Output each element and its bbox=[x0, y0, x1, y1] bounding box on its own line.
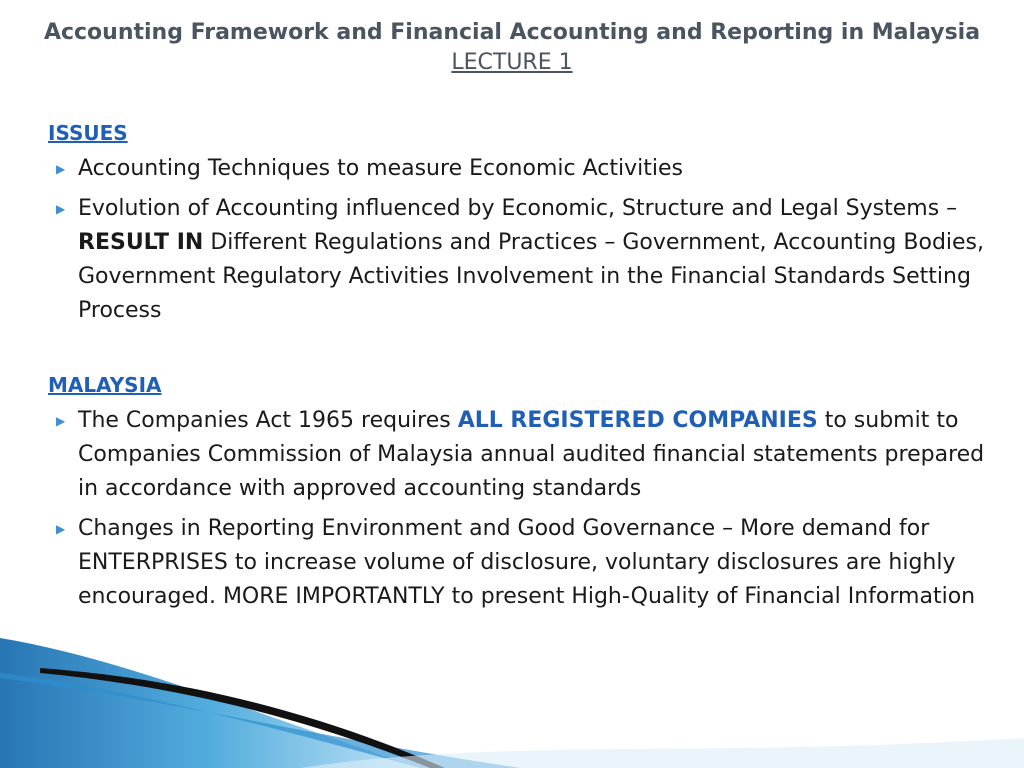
slide-title bbox=[0, 18, 1024, 78]
corner-wave-decoration bbox=[0, 618, 1024, 768]
bullet-text: to submit to Companies Commission of Malaysia annual audited financial statements prepared in accordance with approved accounting standards bbox=[78, 408, 985, 501]
bullet-text: Accounting Techniques to measure Economic Activities bbox=[78, 156, 683, 181]
slide-subtitle: LECTURE 1 bbox=[451, 50, 573, 75]
triangle-right-icon: ▶ bbox=[56, 162, 66, 176]
bullet-text: Different Regulations and Practices – Government, Accounting Bodies, Government Regulatory Activities Involvement in the Financial Standards Setting Process bbox=[78, 230, 985, 323]
issues-heading: ISSUES bbox=[48, 121, 128, 145]
slide-title-main: Accounting Framework and Financial Accounting and Reporting in Malaysia bbox=[43, 20, 981, 45]
list-item bbox=[48, 152, 988, 186]
bullet-text: Changes in Reporting Environment and Good Governance – More demand for ENTERPRISES to increase volume of disclosure, voluntary disclosures are highly encouraged. MORE IMPORTANTLY to present High-Quality of Financial Information bbox=[78, 516, 976, 609]
triangle-right-icon: ▶ bbox=[56, 202, 66, 216]
list-item bbox=[48, 404, 988, 506]
list-item bbox=[48, 192, 988, 328]
bullet-text: Evolution of Accounting influenced by Economic, Structure and Legal Systems – bbox=[78, 196, 958, 221]
bullet-emphasis: RESULT IN bbox=[78, 230, 204, 255]
triangle-right-icon: ▶ bbox=[56, 414, 66, 428]
bullet-highlight: ALL REGISTERED COMPANIES bbox=[457, 408, 818, 433]
list-item bbox=[48, 512, 988, 614]
triangle-right-icon: ▶ bbox=[56, 522, 66, 536]
slide-body bbox=[48, 116, 988, 620]
bullet-text: The Companies Act 1965 requires bbox=[78, 408, 458, 433]
malaysia-heading: MALAYSIA bbox=[48, 373, 162, 397]
